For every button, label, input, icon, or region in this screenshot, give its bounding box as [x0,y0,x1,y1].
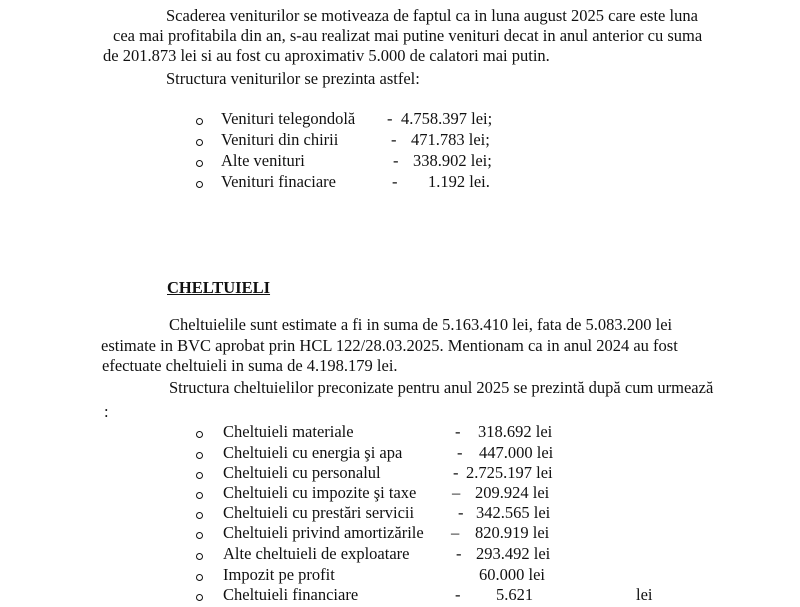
expense-label: Cheltuieli cu energia şi apa [223,443,403,462]
expense-separator: - [455,585,461,604]
expense-value: 2.725.197 lei [466,463,553,482]
revenue-label: Venituri din chirii [221,130,339,149]
expense-value: 209.924 lei [475,483,550,502]
revenue-value: 471.783 lei; [411,130,490,149]
bullet-icon [196,118,203,125]
expenses-line-1: Cheltuielile sunt estimate a fi in suma de 5.163.410 lei, fata de 5.083.200 lei [169,315,673,334]
revenue-separator: - [393,151,399,170]
bullet-icon [196,431,203,438]
bullet-icon [196,160,203,167]
expense-label: Cheltuieli materiale [223,422,354,441]
expense-value: 820.919 lei [475,523,550,542]
expense-unit: lei [636,585,653,604]
expense-value: 447.000 lei [479,443,554,462]
expenses-colon: : [104,402,109,421]
expense-separator: - [455,422,461,441]
bullet-icon [196,574,203,581]
bullet-icon [196,492,203,499]
revenue-label: Alte venituri [221,151,305,170]
expense-separator: – [452,483,461,502]
bullet-icon [196,139,203,146]
revenue-value: 4.758.397 lei; [401,109,493,128]
section-heading: CHELTUIELI [167,278,271,297]
intro-line-2: cea mai profitabila din an, s-au realizat mai putine venituri decat in anul anterior cu suma [113,26,703,45]
expense-label: Cheltuieli privind amortizările [223,523,424,542]
intro-line-1: Scaderea veniturilor se motiveaza de faptul ca in luna august 2025 care este luna [166,6,698,25]
expense-value: 60.000 lei [479,565,545,584]
revenue-label: Venituri finaciare [221,172,336,191]
bullet-icon [196,553,203,560]
expense-separator: – [451,523,460,542]
expense-value: 293.492 lei [476,544,551,563]
expense-value: 5.621 [496,585,534,604]
expense-separator: - [457,443,463,462]
revenue-structure-intro: Structura veniturilor se prezinta astfel: [166,69,420,88]
expense-label: Cheltuieli cu impozite şi taxe [223,483,417,502]
revenue-separator: - [391,130,397,149]
expense-label: Alte cheltuieli de exploatare [223,544,410,563]
expenses-structure-intro: Structura cheltuielilor preconizate pentru anul 2025 se prezintă după cum urmează [169,378,714,397]
expense-label: Impozit pe profit [223,565,335,584]
revenue-label: Venituri telegondolă [221,109,356,128]
expenses-line-3: efectuate cheltuieli in suma de 4.198.179 lei. [102,356,398,375]
bullet-icon [196,452,203,459]
expense-label: Cheltuieli financiare [223,585,359,604]
expense-value: 342.565 lei [476,503,551,522]
bullet-icon [196,532,203,539]
revenue-value: 1.192 lei. [428,172,490,191]
intro-line-3: de 201.873 lei si au fost cu aproximativ 5.000 de calatori mai putin. [103,46,550,65]
bullet-icon [196,181,203,188]
expenses-line-2: estimate in BVC aprobat prin HCL 122/28.03.2025. Mentionam ca in anul 2024 au fost [101,336,678,355]
expense-separator: - [453,463,459,482]
revenue-separator: - [392,172,398,191]
revenue-value: 338.902 lei; [413,151,492,170]
bullet-icon [196,512,203,519]
expense-separator: - [458,503,464,522]
expense-value: 318.692 lei [478,422,553,441]
revenue-separator: - [387,109,393,128]
bullet-icon [196,472,203,479]
bullet-icon [196,594,203,601]
expense-separator: - [456,544,462,563]
expense-label: Cheltuieli cu prestări servicii [223,503,415,522]
expense-label: Cheltuieli cu personalul [223,463,381,482]
